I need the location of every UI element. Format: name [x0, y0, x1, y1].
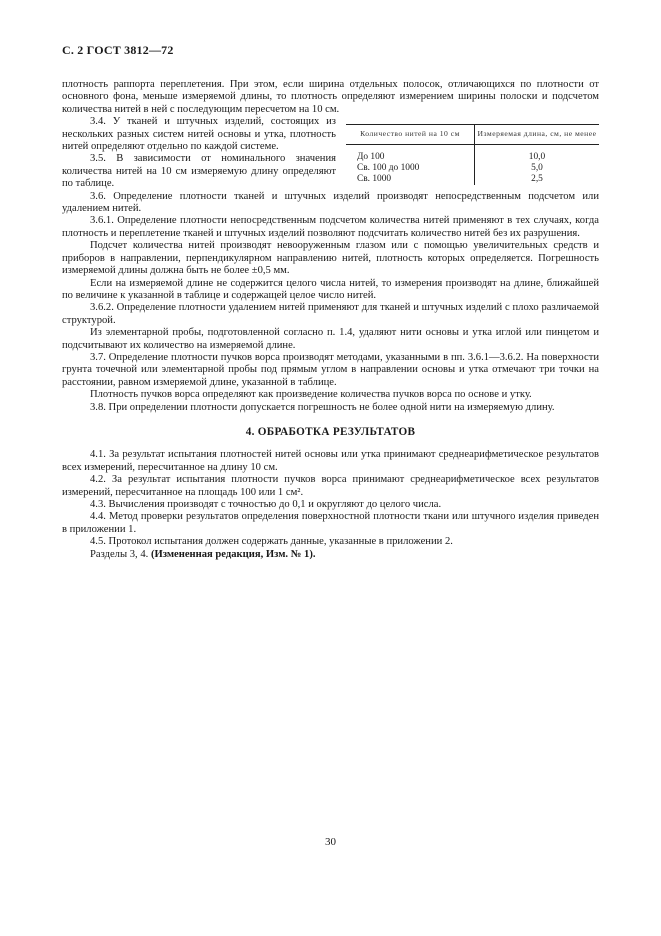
- paragraph-sections-note: [62, 549, 599, 561]
- paragraph-3-7: 3.7. Определение плотности пучков ворса производят методами, указанными в пп. 3.6.1—3.6.2. На поверхности грунта точечной или элементарной пробы под прямым углом в направлении основы и утка отмечают три точки на расстоянии, равном измеряемой длине, указанной в таблице.: [62, 351, 599, 388]
- table-cell-length: 10,0: [475, 145, 600, 164]
- measure-length-table-box: [346, 124, 599, 185]
- paragraph-4-5: 4.5. Протокол испытания должен содержать данные, указанные в приложении 2.: [90, 536, 453, 548]
- table-cell-length: 5,0: [475, 163, 600, 174]
- paragraph-3-6-2: 3.6.2. Определение плотности удалением нитей применяют для тканей и штучных изделий с плохо различаемой структурой.: [62, 302, 599, 326]
- measure-length-table: [346, 124, 599, 185]
- table-cell-count: До 100: [357, 152, 385, 163]
- paragraph-pile-density: Плотность пучков ворса определяют как произведение количества пучков ворса по основе и утку.: [90, 389, 532, 401]
- paragraph-continuation: плотность раппорта переплетения. При этом, если ширина отдельных полосок, отличающихся по плотности от основного фона, меньше измеряемой длины, то плотность определяют измерением ширины полоски и подсчетом количества нитей в ней с последующим пересчетом на 10 см.: [62, 79, 599, 115]
- table-row: [346, 163, 599, 174]
- page-number: 30: [325, 836, 336, 848]
- main-text: [62, 79, 599, 561]
- table-row: [346, 145, 599, 164]
- table-header-thread-count: Количество нитей на 10 см: [346, 125, 475, 145]
- sections-note-revision: (Измененная редакция, Изм. № 1).: [150, 548, 316, 560]
- paragraph-3-5: 3.5. В зависимости от номинального значения количества нитей на 10 см измеряемую длину определяют по таблице.: [62, 153, 336, 190]
- paragraph-4-4: 4.4. Метод проверки результатов определения поверхностной плотности ткани или штучного изделия приведен в приложении 1.: [62, 511, 599, 535]
- paragraph-3-8: 3.8. При определении плотности допускается погрешность не более одной нити на измеряемую длину.: [90, 401, 555, 413]
- table-header-measure-length: Измеряемая длина, см, не менее: [475, 125, 600, 145]
- page-header: С. 2 ГОСТ 3812—72: [62, 43, 174, 57]
- table-cell-length: 2,5: [475, 174, 600, 185]
- paragraph-4-3: 4.3. Вычисления производят с точностью до 0,1 и округляют до целого числа.: [90, 499, 442, 510]
- sections-note-prefix: Разделы 3, 4.: [90, 548, 149, 560]
- paragraph-4-2: 4.2. За результат испытания плотности пучков ворса принимают среднеарифметическое всех результатов измерений, пересчитанное на площадь 100 или 1 см².: [62, 474, 599, 498]
- paragraph-4-1: 4.1. За результат испытания плотностей нитей основы или утка принимают среднеарифметическое результатов всех измерений, пересчитанное на длину 10 см.: [62, 449, 599, 473]
- table-row: [346, 174, 599, 185]
- paragraph-elementary-sample: Из элементарной пробы, подготовленной согласно п. 1.4, удаляют нити основы и утка иглой или пинцетом и подсчитывают их количество на измеряемой длине.: [62, 327, 599, 351]
- paragraph-3-4: 3.4. У тканей и штучных изделий, состоящих из нескольких разных систем нитей основы и утка, плотность нитей определяют отдельно по каждой системе.: [62, 116, 336, 153]
- paragraph-3-6-1: 3.6.1. Определение плотности непосредственным подсчетом количества нитей применяют в тех случаях, когда плотность и переплетение тканей и штучных изделий позволяют подсчитать количество нитей без их разрушения.: [62, 215, 599, 239]
- paragraph-3-6: 3.6. Определение плотности тканей и штучных изделий производят непосредственным подсчетом или удалением нитей.: [62, 190, 599, 215]
- table-cell-count: Св. 1000: [357, 174, 392, 185]
- paragraph-non-integer: Если на измеряемой длине не содержится целого числа нитей, то измерения производят на длине, ближайшей по величине к указанной в таблице и содержащей целое число нитей.: [62, 277, 599, 301]
- section-4-heading: 4. ОБРАБОТКА РЕЗУЛЬТАТОВ: [245, 425, 416, 438]
- paragraph-thread-count: Подсчет количества нитей производят невооруженным глазом или с помощью увеличительных средств и приборов в направлении, перпендикулярном направлению нитей, плотность которых определяется. Погрешность измеряемой длины должна быть не более ±0,5 мм.: [62, 240, 599, 277]
- table-cell-count: Св. 100 до 1000: [357, 163, 420, 174]
